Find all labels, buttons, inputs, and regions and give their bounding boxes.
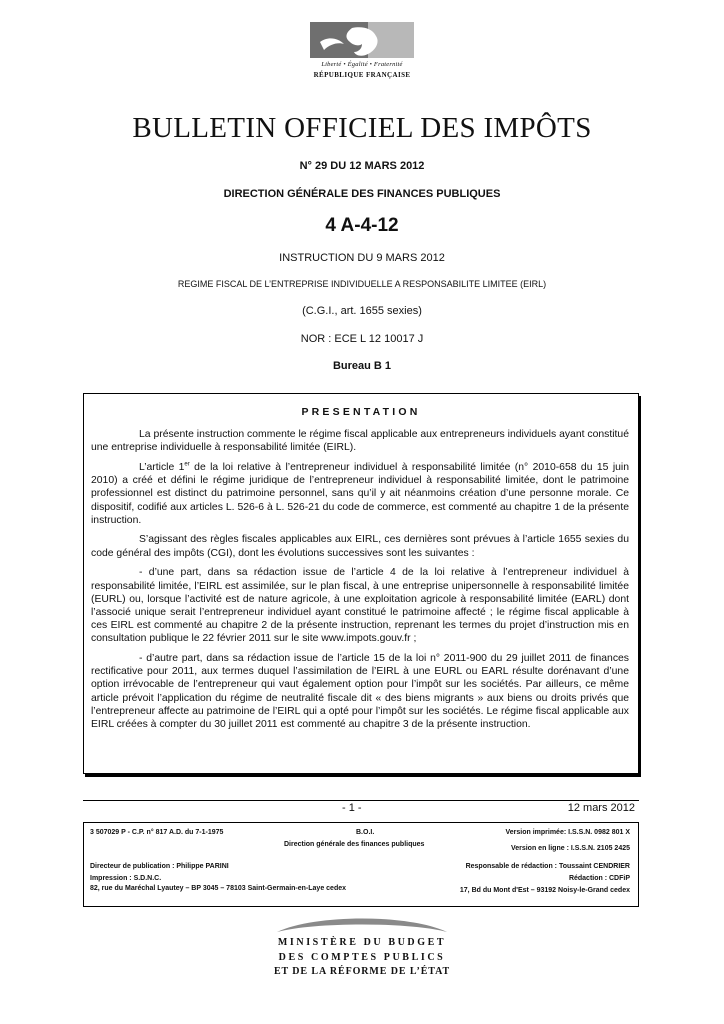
cgi-reference: (C.G.I., art. 1655 sexies) (302, 305, 422, 317)
printing: Impression : S.D.N.C. (90, 875, 162, 882)
instruction-date: INSTRUCTION DU 9 MARS 2012 (279, 252, 445, 264)
editor: Responsable de rédaction : Toussaint CENDRIER (465, 863, 630, 870)
printing-address: 82, rue du Maréchal Lyautey – BP 3045 – 78103 Saint-Germain-en-Laye cedex (90, 885, 347, 892)
ministry-line: MINISTÈRE DU BUDGET (277, 937, 447, 948)
ministry-line: ET DE LA RÉFORME DE L’ÉTAT (273, 966, 451, 977)
publisher: Directeur de publication : Philippe PARINI (90, 863, 229, 870)
version-print: Version imprimée: I.S.S.N. 0982 801 X (505, 829, 630, 836)
presentation-paragraph: - d’autre part, dans sa rédaction issue de l’article 15 de la loi n° 2011-900 du 29 juillet 2011 de finances rectificative pour 2011, aux termes duquel l’assimilation de l’EIRL à une EURL ou EARL résulte dorénavant d’une option irrévocable de l’entrepreneur qui vaut également option pour l’impôt sur les sociétés. Par ailleurs, ce même article prévoit l’application du régime de neutralité fiscale dit « des biens migrants » aux biens ou droits privés que l’entrepreneur affecte au patrimoine de l’EIRL qui a opté pour l’impôt sur les sociétés. Le régime fiscal applicable aux EIRL créées à compter du 30 juillet 2011 est commenté au chapitre 3 de la présente instruction. (91, 653, 629, 731)
ministry-arc-icon (275, 912, 449, 934)
boi-label: B.O.I. (356, 829, 375, 836)
presentation-paragraph: L’article 1er de la loi relative à l’entrepreneur individuel à responsabilité limitée (n° 2010-658 du 15 juin 2010) a créé et défini le régime juridique de l’entrepreneur individuel à responsabilité limitée, dont le patrimoine professionnel est distinct du patrimoine personnel, sans qu’il y ait néanmoins création d’une personne morale. Ce dispositif, codifié aux articles L. 526-6 à L. 526-21 du code de commerce, est commenté au chapitre 1 de la présente instruction. (91, 461, 629, 526)
redaction-address: 17, Bd du Mont d'Est – 93192 Noisy-le-Grand cedex (459, 887, 630, 894)
document-reference: 4 A-4-12 (325, 215, 399, 236)
direction-name: DIRECTION GÉNÉRALE DES FINANCES PUBLIQUES (223, 188, 501, 200)
republic-motto: Liberté • Égalité • Fraternité (321, 61, 403, 68)
bureau: Bureau B 1 (332, 360, 392, 372)
republic-name: RÉPUBLIQUE FRANÇAISE (313, 71, 411, 79)
presentation-paragraph: - d’une part, dans sa rédaction issue de l’article 4 de la loi relative à l’entrepreneur individuel à responsabilité limitée, l’EIRL est assimilée, sur le plan fiscal, à une entreprise unipersonnelle à responsabilité limitée (EURL) ou, lorsque l’activité est de nature agricole, à une exploitation agricole à responsabilité limitée (EARL) dont l’associé unique serait l’entrepreneur individuel ayant constitué le patrimoine affecté ; le régime fiscal applicable à ces EIRL est commenté au chapitre 2 de la présente instruction, reprenant les termes du projet d’instruction mis en consultation publique le 22 février 2011 sur le site www.impots.gouv.fr ; (91, 567, 629, 645)
marianne-logo-icon (310, 22, 414, 58)
ministry-name (0, 936, 724, 980)
presentation-body (91, 428, 629, 731)
issue-number: N° 29 DU 12 MARS 2012 (299, 160, 425, 172)
presentation-heading: PRESENTATION (301, 406, 421, 418)
presentation-box (83, 393, 639, 774)
footer-date: 12 mars 2012 (567, 802, 635, 814)
document-subject: REGIME FISCAL DE L’ENTREPRISE INDIVIDUELLE A RESPONSABILITE LIMITEE (EIRL) (177, 279, 547, 289)
footer-divider (83, 800, 639, 801)
page-number: - 1 - (342, 802, 362, 814)
version-online: Version en ligne : I.S.S.N. 2105 2425 (510, 845, 630, 852)
redaction: Rédaction : CDFiP (568, 875, 630, 882)
nor-reference: NOR : ECE L 12 10017 J (300, 333, 424, 345)
ministry-line: DES COMPTES PUBLICS (278, 951, 446, 963)
presentation-paragraph: S’agissant des règles fiscales applicables aux EIRL, ces dernières sont prévues à l’article 1655 sexies du code général des impôts (CGI), dont les évolutions successives sont les suivantes : (91, 534, 629, 559)
page-title: BULLETIN OFFICIEL DES IMPÔTS (132, 112, 592, 144)
presentation-paragraph: La présente instruction commente le régime fiscal applicable aux entrepreneurs individuels ayant constitué une entreprise individuelle à responsabilité limitée (EIRL). (91, 429, 629, 454)
publication-code: 3 507029 P - C.P. n° 817 A.D. du 7-1-1975 (90, 829, 224, 836)
publication-info-box (83, 822, 639, 907)
dgfip-label: Direction générale des finances publiques (284, 841, 425, 848)
